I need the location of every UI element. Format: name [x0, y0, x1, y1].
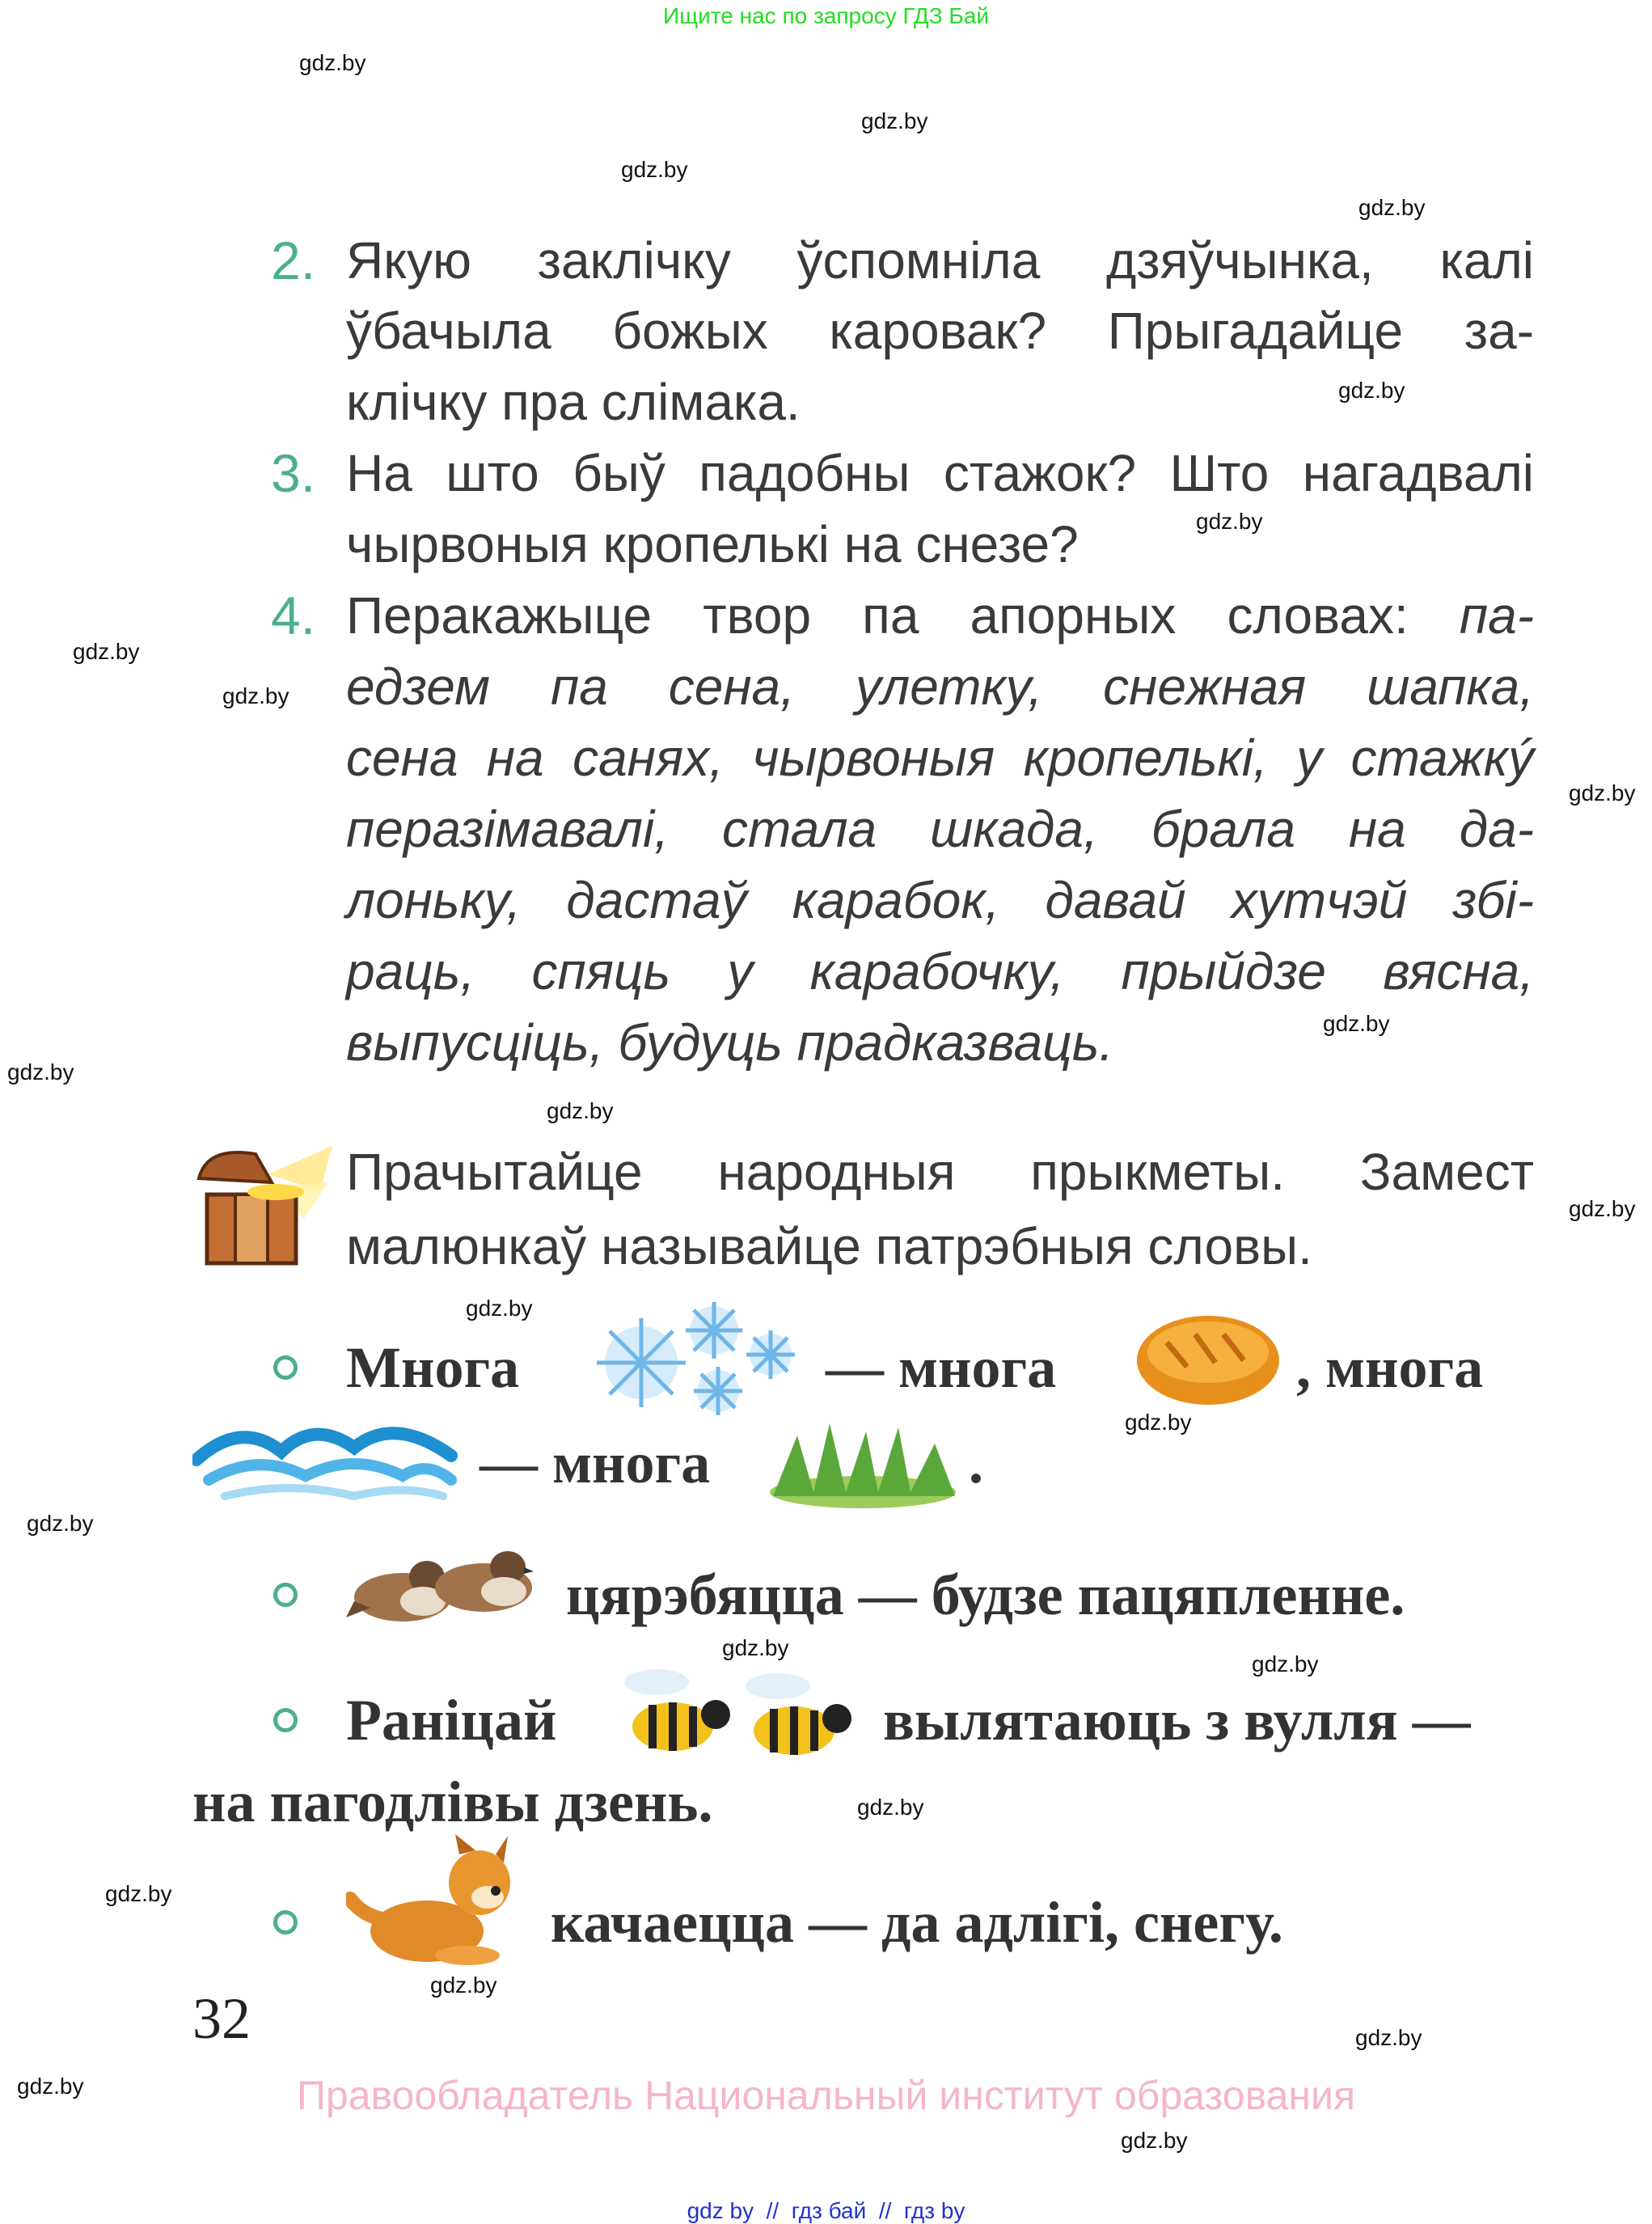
- keywords-line: раць, спяць у карабочку, прыйдзе вясна,: [346, 942, 1534, 1000]
- watermark-text: gdz.by: [430, 1972, 497, 1998]
- proverb-text: , многа: [1296, 1335, 1484, 1400]
- bullet-icon: [273, 1355, 298, 1380]
- bread-icon: [1134, 1310, 1282, 1407]
- proverb-text: Раніцай: [346, 1688, 557, 1753]
- watermark-text: gdz.by: [466, 1296, 533, 1321]
- question-line: ўбачыла божых каровак? Прыгадайце за-: [346, 302, 1534, 360]
- keywords-line: едзем па сена, улетку, снежная шапка,: [346, 657, 1534, 716]
- question-intro-italic: па-: [1459, 586, 1534, 645]
- question-line: На што быў падобны стажок? Што нагадвалі: [346, 444, 1534, 502]
- question-line: чырвоныя кропелькі на снезе?: [346, 515, 1079, 573]
- watermark-text: gdz.by: [1338, 378, 1405, 403]
- keywords-line: лоньку, дастаў карабок, давай хутчэй збі-: [346, 871, 1534, 929]
- watermark-text: gdz.by: [857, 1795, 924, 1820]
- treasure-chest-icon: [191, 1142, 332, 1271]
- watermark-text: gdz.by: [861, 108, 928, 133]
- grass-icon: [765, 1419, 961, 1508]
- bees-icon: [612, 1666, 855, 1771]
- bottom-links[interactable]: gdz by // гдз бай // гдз by: [687, 2198, 965, 2223]
- header-note: Ищите нас по запросу ГДЗ Бай: [662, 3, 990, 28]
- proverb-text: — многа: [826, 1335, 1057, 1400]
- watermark-text: gdz.by: [1355, 2025, 1422, 2050]
- proverb-text: — многа: [480, 1431, 711, 1495]
- keywords-line: перазімавалі, стала шкада, брала на да-: [346, 800, 1534, 858]
- watermark-text: gdz.by: [7, 1059, 74, 1085]
- watermark-text: gdz.by: [222, 683, 289, 708]
- question-line: [346, 580, 1534, 651]
- watermark-text: gdz.by: [1125, 1410, 1192, 1435]
- question-line: Якую заклічку ўспомніла дзяўчынка, калі: [346, 231, 1534, 290]
- keywords-line: выпусціць, будуць прадказваць.: [346, 1013, 1114, 1072]
- watermark-text: gdz.by: [73, 639, 140, 664]
- task-line: малюнкаў называйце патрэбныя словы.: [346, 1217, 1312, 1275]
- proverb-text: качаецца — да адлігі, снегу.: [551, 1890, 1283, 1955]
- watermark-text: gdz.by: [17, 2074, 84, 2099]
- task-line: Прачытайце народныя прыкметы. Замест: [346, 1143, 1534, 1201]
- proverb-text: Многа: [346, 1335, 520, 1400]
- copyright-holder: Правообладатель Национальный институт образования: [296, 2073, 1356, 2118]
- watermark-text: gdz.by: [27, 1511, 94, 1536]
- watermark-text: gdz.by: [1358, 195, 1426, 220]
- question-number: 3.: [271, 443, 316, 503]
- question-number: 2.: [271, 230, 316, 290]
- proverb-text: .: [969, 1431, 983, 1495]
- dog-icon: [346, 1834, 527, 1968]
- watermark-text: gdz.by: [722, 1635, 789, 1660]
- watermark-text: gdz.by: [1569, 1196, 1636, 1221]
- watermark-text: gdz.by: [1121, 2128, 1188, 2153]
- watermark-text: gdz.by: [547, 1098, 614, 1123]
- page-number: 32: [192, 1986, 251, 2051]
- sparrows-icon: [346, 1537, 541, 1638]
- question-intro: Перакажыце твор па апорных словах:: [346, 586, 1460, 645]
- watermark-text: gdz.by: [1252, 1651, 1319, 1676]
- bullet-icon: [273, 1708, 298, 1732]
- watermark-text: gdz.by: [621, 157, 688, 182]
- question-number: 4.: [271, 586, 316, 645]
- keywords-line: сена на санях, чырвоныя кропелькі, у стажкý: [346, 729, 1534, 787]
- proverb-text: цярэбяцца — будзе пацяпленне.: [566, 1562, 1405, 1627]
- question-line: клічку пра слімака.: [346, 373, 801, 431]
- watermark-text: gdz.by: [1196, 509, 1263, 534]
- waves-icon: [192, 1411, 459, 1504]
- watermark-text: gdz.by: [1569, 780, 1636, 805]
- proverb-text: на пагодлівы дзень.: [192, 1769, 713, 1834]
- bullet-icon: [273, 1583, 298, 1607]
- watermark-text: gdz.by: [105, 1881, 172, 1906]
- snowflakes-icon: [577, 1298, 799, 1419]
- proverb-text: вылятаюць з вулля —: [883, 1688, 1471, 1753]
- watermark-text: gdz.by: [1323, 1011, 1390, 1036]
- bullet-icon: [273, 1910, 298, 1934]
- watermark-text: gdz.by: [299, 50, 366, 75]
